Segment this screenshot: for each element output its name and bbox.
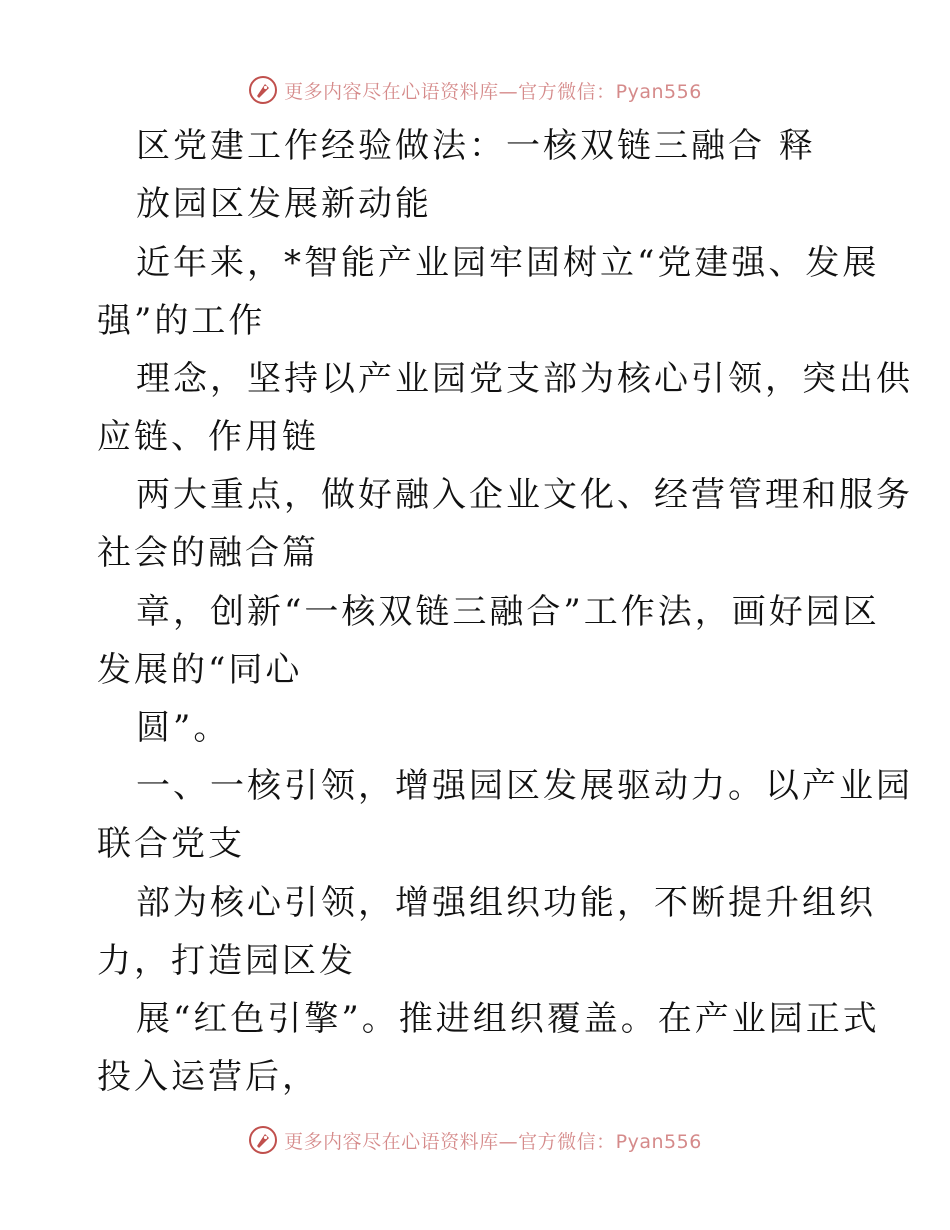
body-line: 两大重点，做好融入企业文化、经营管理和服务 [136, 475, 913, 515]
watermark-text: 更多内容尽在心语资料库—官方微信：Pyan556 [284, 1130, 702, 1153]
title-line: 区党建工作经验做法：一核双链三融合 释 [136, 126, 816, 166]
watermark-text: 更多内容尽在心语资料库—官方微信：Pyan556 [284, 80, 702, 103]
body-line: 理念，坚持以产业园党支部为核心引领，突出供 [136, 359, 913, 399]
body-line: 投入运营后， [97, 1057, 319, 1097]
body-line: 展“红色引擎”。推进组织覆盖。在产业园正式 [136, 999, 880, 1039]
watermark-banner-bottom [0, 1120, 950, 1160]
body-line: 近年来，*智能产业园牢固树立“党建强、发展 [136, 243, 880, 283]
body-line: 部为核心引领，增强组织功能，不断提升组织 [136, 883, 876, 923]
section-heading-line: 一、一核引领，增强园区发展驱动力。以产业园 [136, 766, 913, 806]
body-line: 应链、作用链 [97, 417, 319, 457]
body-line: 强”的工作 [97, 301, 266, 341]
body-line: 社会的融合篇 [97, 533, 319, 573]
pen-nib-logo-icon [248, 1125, 278, 1155]
body-line: 力，打造园区发 [97, 941, 356, 981]
body-line: 联合党支 [97, 824, 245, 864]
pen-nib-logo-icon [248, 75, 278, 105]
body-line: 发展的“同心 [97, 650, 303, 690]
body-line: 圆”。 [136, 708, 231, 748]
body-line: 章，创新“一核双链三融合”工作法，画好园区 [136, 592, 880, 632]
title-line: 放园区发展新动能 [136, 184, 432, 224]
watermark-banner-top [0, 70, 950, 110]
